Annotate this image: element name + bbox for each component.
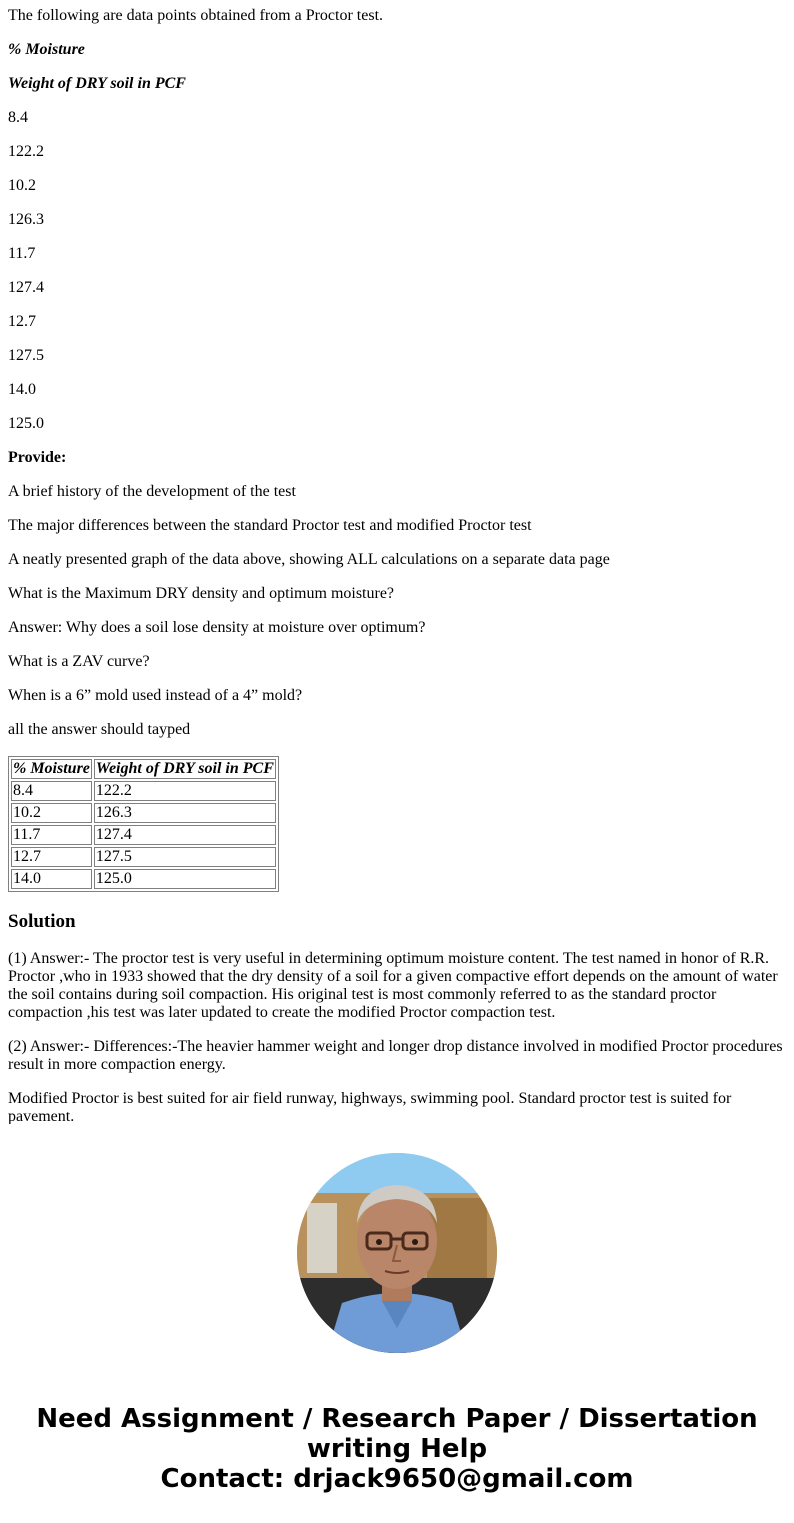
- moisture-heading: % Moisture: [8, 41, 85, 58]
- task-item: The major differences between the standard Proctor test and modified Proctor test: [8, 517, 532, 534]
- answer-paragraph: (1) Answer:- The proctor test is very useful in determining optimum moisture content. The test named in honor of R.R. Proctor ,who in 1933 showed that the dry density of a soil for a given compactive effort depends on the amount of water the soil contains during soil compaction. His original test is most commonly referred to as the standard proctor compaction ,his test was later updated to create the modified Proctor compaction test.: [8, 950, 778, 1021]
- data-table: [8, 756, 279, 892]
- table-row: [11, 825, 276, 845]
- answer-paragraph: (2) Answer:- Differences:-The heavier hammer weight and longer drop distance involved in modified Proctor procedures result in more compaction energy.: [8, 1038, 783, 1073]
- task-item: Answer: Why does a soil lose density at moisture over optimum?: [8, 619, 426, 636]
- table-cell: 11.7: [11, 825, 92, 845]
- avatar: [297, 1153, 497, 1353]
- list-value: 12.7: [8, 313, 36, 330]
- table-header-row: [11, 759, 276, 779]
- table-cell: 10.2: [11, 803, 92, 823]
- task-item: A neatly presented graph of the data above, showing ALL calculations on a separate data page: [8, 551, 610, 568]
- table-cell: 122.2: [94, 781, 276, 801]
- list-value: 127.4: [8, 279, 44, 296]
- document-body: [8, 0, 786, 1124]
- table-cell: 127.5: [94, 847, 276, 867]
- provide-label: Provide:: [8, 449, 67, 466]
- table-cell: 126.3: [94, 803, 276, 823]
- list-value: 14.0: [8, 381, 36, 398]
- footer-contact: Contact: drjack9650@gmail.com: [160, 1464, 634, 1494]
- table-row: [11, 847, 276, 867]
- table-cell: 8.4: [11, 781, 92, 801]
- table-cell: 127.4: [94, 825, 276, 845]
- intro-text: The following are data points obtained from a Proctor test.: [8, 7, 384, 24]
- table-row: [11, 869, 276, 889]
- table-header-cell: % Moisture: [13, 760, 90, 777]
- list-value: 122.2: [8, 143, 44, 160]
- list-value: 11.7: [8, 245, 36, 262]
- table-cell: 125.0: [94, 869, 276, 889]
- task-item: What is the Maximum DRY density and optimum moisture?: [8, 585, 395, 602]
- list-value: 125.0: [8, 415, 44, 432]
- task-item: all the answer should tayped: [8, 721, 191, 738]
- table-row: [11, 803, 276, 823]
- answer-paragraph: Modified Proctor is best suited for air field runway, highways, swimming pool. Standard proctor test is suited for pavement.: [8, 1090, 732, 1124]
- table-cell: 14.0: [11, 869, 92, 889]
- list-value: 10.2: [8, 177, 36, 194]
- person-photo-icon: [297, 1153, 497, 1353]
- table-cell: 12.7: [11, 847, 92, 867]
- task-item: A brief history of the development of the test: [8, 483, 296, 500]
- task-item: What is a ZAV curve?: [8, 653, 150, 670]
- task-item: When is a 6” mold used instead of a 4” mold?: [8, 687, 303, 704]
- list-value: 8.4: [8, 109, 28, 126]
- list-value: 126.3: [8, 211, 44, 228]
- list-value: 127.5: [8, 347, 44, 364]
- table-row: [11, 781, 276, 801]
- solution-heading: Solution: [8, 911, 76, 932]
- table-header-cell: Weight of DRY soil in PCF: [95, 760, 274, 777]
- footer-line: Need Assignment / Research Paper / Dissertation: [36, 1404, 758, 1434]
- weight-heading: Weight of DRY soil in PCF: [8, 75, 186, 92]
- footer-line: writing Help: [306, 1434, 488, 1464]
